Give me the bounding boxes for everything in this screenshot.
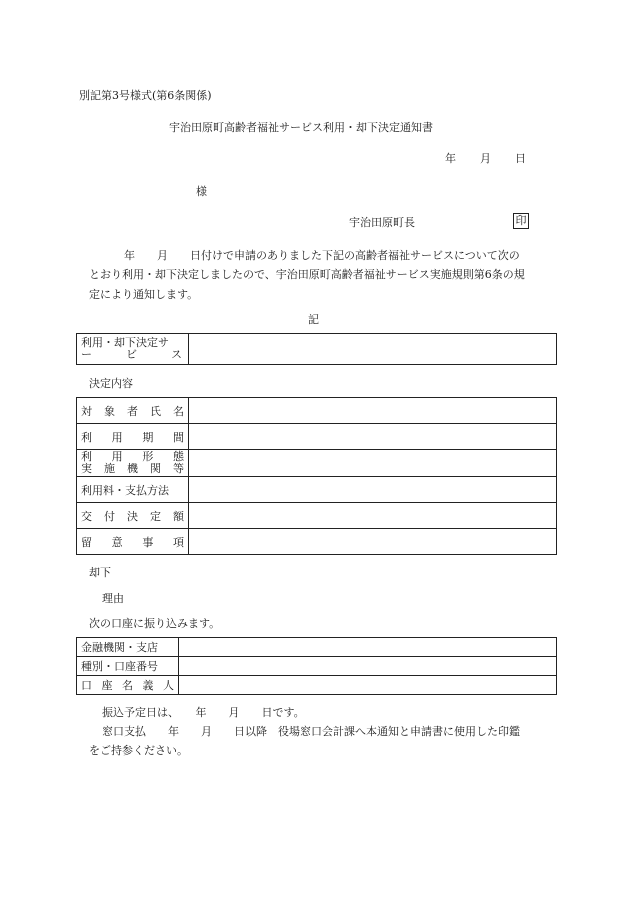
- label-char: 者: [127, 404, 138, 418]
- decision-row-label: [77, 529, 189, 555]
- label-char: 間: [172, 430, 184, 444]
- service-table: [76, 333, 557, 365]
- usage-period-field[interactable]: [189, 424, 557, 450]
- fee-payment-field[interactable]: [189, 477, 557, 503]
- label-char: 利: [81, 450, 92, 463]
- addressee-honorific: 様: [196, 185, 207, 198]
- label-char: 留: [81, 535, 92, 549]
- target-name-field[interactable]: [189, 398, 557, 424]
- label-char: 用: [111, 450, 123, 463]
- label-char: 座: [101, 679, 113, 692]
- transfer-row-label: [77, 676, 179, 695]
- decision-row-label: [77, 398, 189, 424]
- decision-row-label: [77, 503, 189, 529]
- date-year[interactable]: 年: [445, 152, 456, 165]
- label-char: 実: [81, 462, 92, 475]
- label-char: 形: [142, 450, 154, 463]
- footer-line-2: 窓口支払 年 月 日以降 役場窓口会計課へ本通知と申請書に使用した印鑑: [102, 725, 520, 738]
- label-char: 人: [163, 679, 174, 692]
- footer-line-3: をご持参ください。: [89, 744, 188, 757]
- label-char: 態: [172, 450, 184, 463]
- account-type-number-label: 種別・口座番号: [81, 660, 158, 673]
- decision-heading: 決定内容: [89, 377, 133, 390]
- ki-heading: 記: [308, 313, 319, 326]
- account-type-number-field[interactable]: [179, 657, 557, 676]
- date-day[interactable]: 日: [515, 152, 526, 165]
- form-number: 別記第3号様式(第6条関係): [79, 89, 212, 102]
- seal-stamp: 印: [513, 213, 529, 229]
- service-label-char: ー: [81, 348, 92, 361]
- body-line-2: とおり利用・却下決定しましたので、宇治田原町高齢者福祉サービス実施規則第6条の規: [89, 268, 525, 281]
- bank-branch-label: 金融機関・支店: [81, 641, 158, 654]
- label-char: 利: [81, 430, 92, 444]
- fee-payment-label: 利用料・支払方法: [81, 483, 169, 497]
- label-char: 決: [127, 509, 138, 523]
- label-char: 意: [111, 535, 123, 549]
- label-char: 付: [104, 509, 115, 523]
- decision-row-label: [77, 424, 189, 450]
- transfer-intro: 次の口座に振り込みます。: [89, 617, 221, 630]
- sender-name: 宇治田原町長: [349, 216, 415, 229]
- transfer-row-label: [77, 657, 179, 676]
- label-char: 名: [122, 679, 133, 692]
- label-char: 等: [173, 462, 184, 475]
- label-char: 義: [142, 679, 154, 692]
- label-char: 機: [127, 462, 138, 475]
- document-title: 宇治田原町高齢者福祉サービス利用・却下決定通知書: [169, 121, 433, 134]
- decision-row-label: [77, 450, 189, 477]
- account-holder-field[interactable]: [179, 676, 557, 695]
- rejection-reason-label: 理由: [102, 592, 124, 605]
- body-line-3: 定により通知します。: [89, 288, 199, 301]
- label-char: 施: [104, 462, 115, 475]
- label-char: 口: [81, 679, 92, 692]
- grant-amount-field[interactable]: [189, 503, 557, 529]
- decision-table: [76, 397, 557, 555]
- notes-field[interactable]: [189, 529, 557, 555]
- usage-form-field[interactable]: [189, 450, 557, 477]
- label-char: 関: [150, 462, 161, 475]
- bank-branch-field[interactable]: [179, 638, 557, 657]
- transfer-table: [76, 637, 557, 695]
- body-line-1: 年 月 日付けで申請のありました下記の高齢者福祉サービスについて次の: [124, 249, 520, 262]
- rejection-heading: 却下: [89, 566, 111, 579]
- label-char: 額: [173, 509, 184, 523]
- footer-line-1: 振込予定日は、 年 月 日です。: [102, 706, 305, 719]
- service-label-line2: [81, 349, 184, 361]
- service-label-char: ス: [171, 348, 182, 361]
- date-month[interactable]: 月: [480, 152, 491, 165]
- service-value-field[interactable]: [189, 334, 557, 365]
- service-label-char: ビ: [126, 348, 137, 361]
- label-char: 氏: [150, 404, 161, 418]
- label-line-2: [81, 463, 184, 475]
- label-char: 象: [104, 404, 115, 418]
- label-char: 名: [173, 404, 184, 418]
- service-label-cell: [77, 334, 189, 365]
- transfer-row-label: [77, 638, 179, 657]
- label-char: 対: [81, 404, 92, 418]
- service-label-line1: 利用・却下決定サ: [81, 336, 169, 349]
- decision-row-label: [77, 477, 189, 503]
- label-char: 用: [111, 430, 123, 444]
- label-char: 項: [172, 535, 184, 549]
- label-char: 事: [142, 535, 154, 549]
- label-char: 定: [150, 509, 161, 523]
- label-char: 期: [142, 430, 154, 444]
- label-char: 交: [81, 509, 92, 523]
